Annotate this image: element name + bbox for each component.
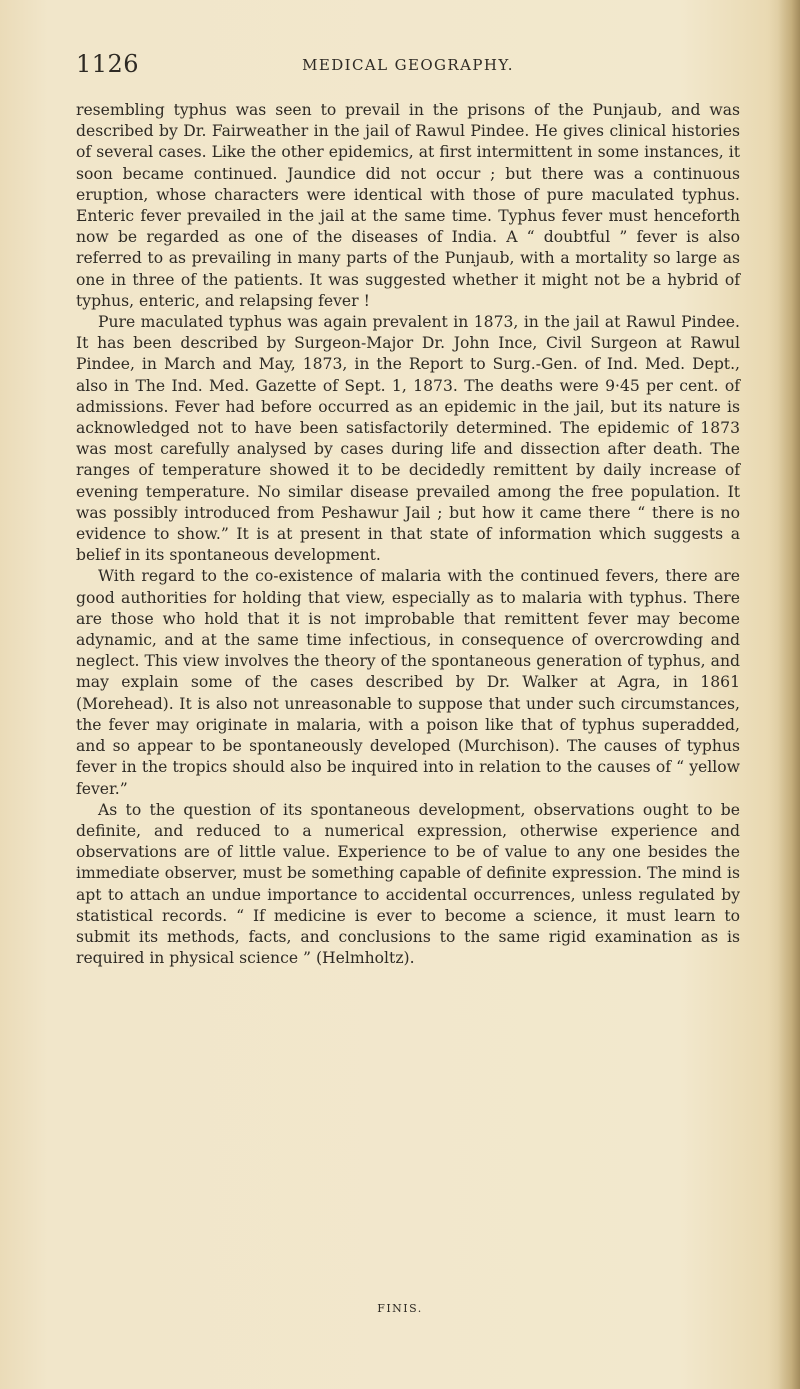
page-number: 1126 [76, 50, 140, 78]
paragraph-typhus-punjaub: resembling typhus was seen to prevail in the prisons of the Punjaub, and was described by Dr. Fairweather in the jail of Rawul Pindee. He gives clinical histories of several cases. Like the other epidemics, at first intermittent in some instances, it soon became continued. Jaundice did not occur ; but there was a continuous eruption, whose characters were identical with those of pure maculated typhus. Enteric fever prevailed in the jail at the same time. Typhus fever must henceforth now be regarded as one of the diseases of India. A “ doubtful ” fever is also referred to as prevailing in many parts of the Punjaub, with a mortality so large as one in three of the patients. It was suggested whether it might not be a hybrid of typhus, enteric, and relapsing fever ! [76, 101, 740, 310]
paragraph-malaria-coexistence: With regard to the co-existence of malaria with the continued fevers, there are good authorities for holding that view, especially as to malaria with typhus. There are those who hold that it is not improbable that remittent fever may become adynamic, and at the same time infectious, in consequence of overcrowding and neglect. This view involves the theory of the spontaneous generation of typhus, and may explain some of the cases described by Dr. Walker at Agra, in 1861 (Morehead). It is also not unreasonable to suppose that under such circumstances, the fever may originate in malaria, with a poison like that of typhus superadded, and so appear to be spontaneously developed (Murchison). The causes of typhus fever in the tropics should also be inquired into in relation to the causes of “ yellow fever.” [76, 567, 740, 798]
running-head: MEDICAL GEOGRAPHY. [302, 56, 514, 74]
paragraph-spontaneous-development: As to the question of its spontaneous development, observations ought to be definite, and reduced to a numerical expression, otherwise experience and observations are of little value. Experience to be of value to any one besides the immediate observer, must be something capable of definite expression. The mind is apt to attach an undue importance to accidental occurrences, unless regulated by statistical records. “ If medicine is ever to become a science, it must learn to submit its methods, facts, and conclusions to the same rigid examination as is required in physical science ” (Helmholtz). [76, 800, 740, 968]
page-header [76, 50, 740, 84]
paragraph-rawul-pindee-1873: Pure maculated typhus was again prevalent in 1873, in the jail at Rawul Pindee. It has been described by Surgeon-Major Dr. John Ince, Civil Surgeon at Rawul Pindee, in March and May, 1873, in the Report to Surg.-Gen. of Ind. Med. Dept., also in The Ind. Med. Gazette of Sept. 1, 1873. The deaths were 9·45 per cent. of admissions. Fever had before occurred as an epidemic in the jail, but its nature is acknowledged not to have been satisfactorily determined. The epidemic of 1873 was most carefully analysed by cases during life and dissection after death. The ranges of temperature showed it to be decidedly remittent by daily increase of evening temperature. No similar disease prevailed among the free population. It was possibly introduced from Peshawur Jail ; but how it came there “ there is no evidence to show.” It is at present in that state of information which suggests a belief in its spontaneous development. [76, 313, 740, 565]
finis-mark: FINIS. [377, 1302, 423, 1315]
body-text [76, 100, 740, 969]
page-edge-shadow [778, 0, 800, 1389]
